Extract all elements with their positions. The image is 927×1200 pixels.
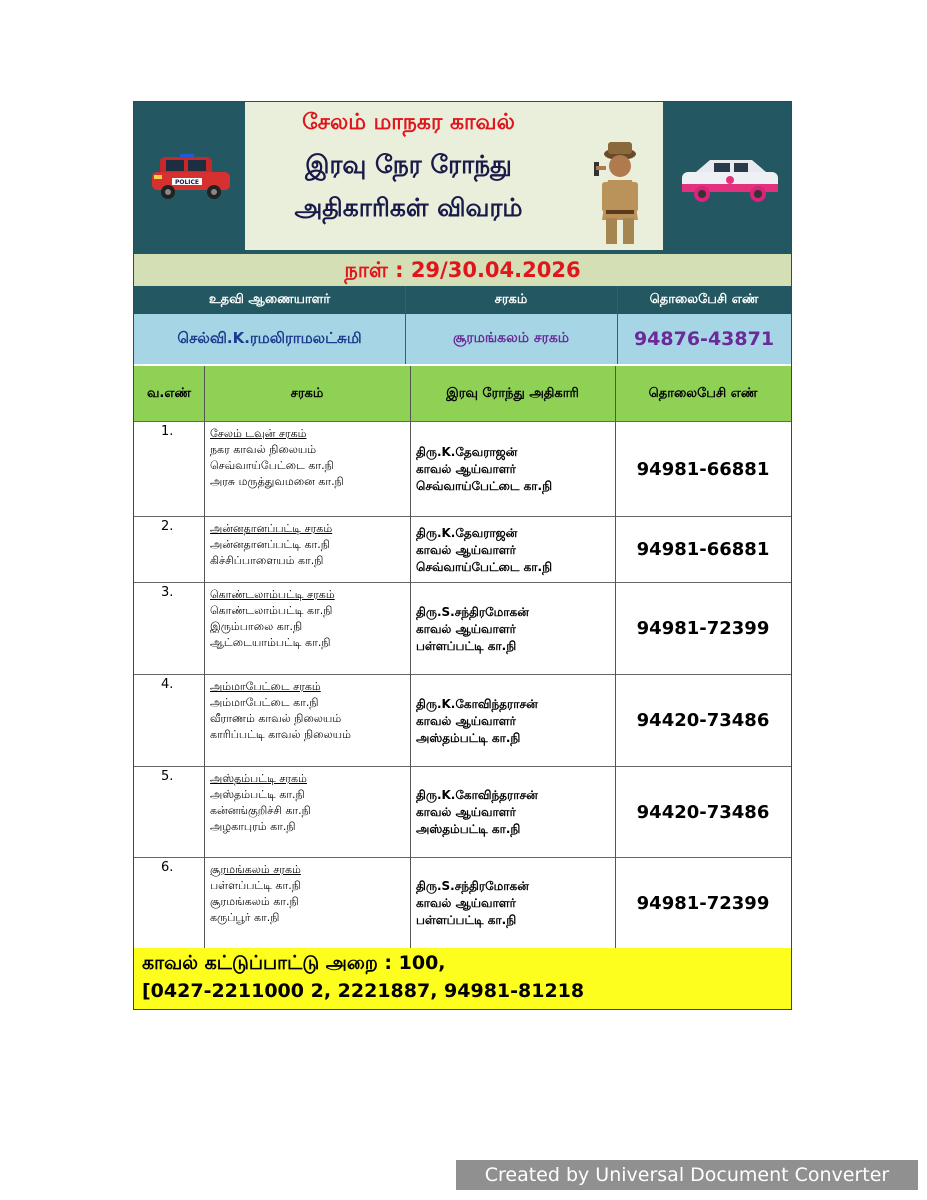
patrol-officer [416, 787, 538, 838]
station-name: அஸ்தம்பட்டி கா.நி [210, 788, 305, 801]
station-name: கருப்பூர் கா.நி [210, 911, 280, 924]
converter-watermark: Created by Universal Document Converter [456, 1160, 918, 1190]
station-name: காரிப்பட்டி காவல் நிலையம் [210, 728, 351, 741]
station-name: அம்மாபேட்டை கா.நி [210, 696, 319, 709]
officer-line: பள்ளப்பட்டி கா.நி [416, 639, 517, 653]
table-header-row [134, 366, 791, 421]
station-name: செவ்வாய்பேட்டை கா.நி [210, 459, 334, 472]
range-stations [210, 862, 301, 926]
officer-line: காவல் ஆய்வாளர் [416, 462, 516, 476]
patrol-schedule-sheet [133, 101, 792, 1010]
serial-number: 6. [161, 860, 174, 875]
officer-illustration-box [572, 102, 663, 250]
patrol-officer [416, 444, 552, 495]
table-row [134, 674, 791, 767]
supervisor-phone: 94876-43871 [633, 328, 775, 350]
station-name: அழகாபுரம் கா.நி [210, 820, 296, 833]
col-phone: தொலைபேசி எண் [648, 385, 758, 401]
serial-number: 2. [161, 519, 174, 534]
patrol-officer [416, 604, 529, 655]
officer-line: அஸ்தம்பட்டி கா.நி [416, 822, 521, 836]
serial-number: 4. [161, 677, 174, 692]
police-car-left-icon [146, 154, 236, 202]
table-row [134, 857, 791, 949]
col-night-patrol-officer: இரவு ரோந்து அதிகாரி [446, 385, 579, 401]
table-row [134, 516, 791, 583]
officer-line: திரு.S.சந்திரமோகன் [416, 879, 529, 893]
supervisor-header-row [134, 286, 791, 314]
title-line-3: அதிகாரிகள் விவரம் [294, 193, 523, 222]
table-row [134, 421, 791, 517]
station-name: கொண்டலாம்பட்டி கா.நி [210, 604, 333, 617]
serial-number: 1. [161, 424, 174, 439]
range-stations [210, 521, 332, 569]
officer-phone: 94981-66881 [636, 539, 770, 560]
range-stations [210, 771, 311, 835]
supervisor-row [134, 314, 791, 364]
officer-line: செவ்வாய்பேட்டை கா.நி [416, 560, 553, 574]
table-row [134, 582, 791, 675]
patrol-officer [416, 696, 538, 747]
header-range: சரகம் [494, 292, 528, 307]
divider [410, 366, 411, 948]
control-room-line-2: [0427-2211000 2, 2221887, 94981-81218 [142, 980, 585, 1002]
col-serial-number: வ.எண் [146, 385, 192, 401]
officer-phone: 94981-66881 [636, 459, 770, 480]
station-name: பள்ளப்பட்டி கா.நி [210, 879, 301, 892]
col-range: சரகம் [290, 385, 324, 401]
officer-phone: 94420-73486 [636, 802, 770, 823]
control-room-footer [134, 948, 791, 1009]
title-box [245, 102, 572, 250]
range-title: சேலம் டவுன் சரகம் [210, 427, 307, 440]
range-stations [210, 587, 335, 651]
pink-patrol-car-icon [674, 156, 784, 208]
date-line: நாள் : 29/30.04.2026 [134, 254, 791, 286]
header-banner [134, 102, 791, 254]
header-assistant-commissioner: உதவி ஆணையாளர் [208, 292, 331, 307]
supervisor-range: சூரமங்கலம் சரகம் [452, 330, 570, 346]
station-name: கன்னங்குறிச்சி கா.நி [210, 804, 311, 817]
station-name: சூரமங்கலம் கா.நி [210, 895, 299, 908]
range-stations [210, 426, 344, 490]
officer-line: திரு.K.கோவிந்தராசன் [416, 697, 538, 711]
divider [615, 366, 616, 948]
range-title: அஸ்தம்பட்டி சரகம் [210, 772, 307, 785]
station-name: வீராணம் காவல் நிலையம் [210, 712, 342, 725]
patrol-officer [416, 878, 529, 929]
officer-line: திரு.K.தேவராஜன் [416, 526, 518, 540]
station-name: இரும்பாலை கா.நி [210, 620, 303, 633]
serial-number: 3. [161, 585, 174, 600]
officer-line: காவல் ஆய்வாளர் [416, 622, 516, 636]
serial-number: 5. [161, 769, 174, 784]
officer-line: செவ்வாய்பேட்டை கா.நி [416, 479, 553, 493]
table-row [134, 766, 791, 858]
officer-line: பள்ளப்பட்டி கா.நி [416, 913, 517, 927]
range-title: அம்மாபேட்டை சரகம் [210, 680, 321, 693]
range-title: அன்னதானப்பட்டி சரகம் [210, 522, 333, 535]
station-name: ஆட்டையாம்பட்டி கா.நி [210, 636, 331, 649]
range-title: சூரமங்கலம் சரகம் [210, 863, 301, 876]
station-name: அரசு மருத்துவமனை கா.நி [210, 475, 344, 488]
officer-line: காவல் ஆய்வாளர் [416, 714, 516, 728]
patrol-officer [416, 525, 552, 576]
officer-line: திரு.K.கோவிந்தராசன் [416, 788, 538, 802]
traffic-police-officer-icon [572, 102, 663, 250]
station-name: கிச்சிப்பாளையம் கா.நி [210, 554, 324, 567]
range-title: கொண்டலாம்பட்டி சரகம் [210, 588, 335, 601]
control-room-line-1: காவல் கட்டுப்பாட்டு அறை : 100, [142, 952, 446, 974]
supervisor-name: செல்வி.K.ரமலிராமலட்சுமி [177, 329, 362, 347]
title-line-2: இரவு நேர ரோந்து [305, 150, 512, 179]
station-name: நகர காவல் நிலையம் [210, 443, 317, 456]
title-line-1: சேலம் மாநகர காவல் [302, 110, 515, 135]
officer-line: அஸ்தம்பட்டி கா.நி [416, 731, 521, 745]
header-phone: தொலைபேசி எண் [649, 292, 759, 307]
officer-line: காவல் ஆய்வாளர் [416, 805, 516, 819]
officer-line: காவல் ஆய்வாளர் [416, 896, 516, 910]
officer-phone: 94981-72399 [636, 893, 770, 914]
divider [405, 286, 406, 364]
divider [204, 366, 205, 948]
range-stations [210, 679, 351, 743]
officer-line: காவல் ஆய்வாளர் [416, 543, 516, 557]
divider [617, 286, 618, 364]
officer-line: திரு.K.தேவராஜன் [416, 445, 518, 459]
officer-phone: 94420-73486 [636, 710, 770, 731]
svg-text:POLICE: POLICE [174, 179, 200, 186]
station-name: அன்னதானப்பட்டி கா.நி [210, 538, 330, 551]
officer-line: திரு.S.சந்திரமோகன் [416, 605, 529, 619]
officer-phone: 94981-72399 [636, 618, 770, 639]
